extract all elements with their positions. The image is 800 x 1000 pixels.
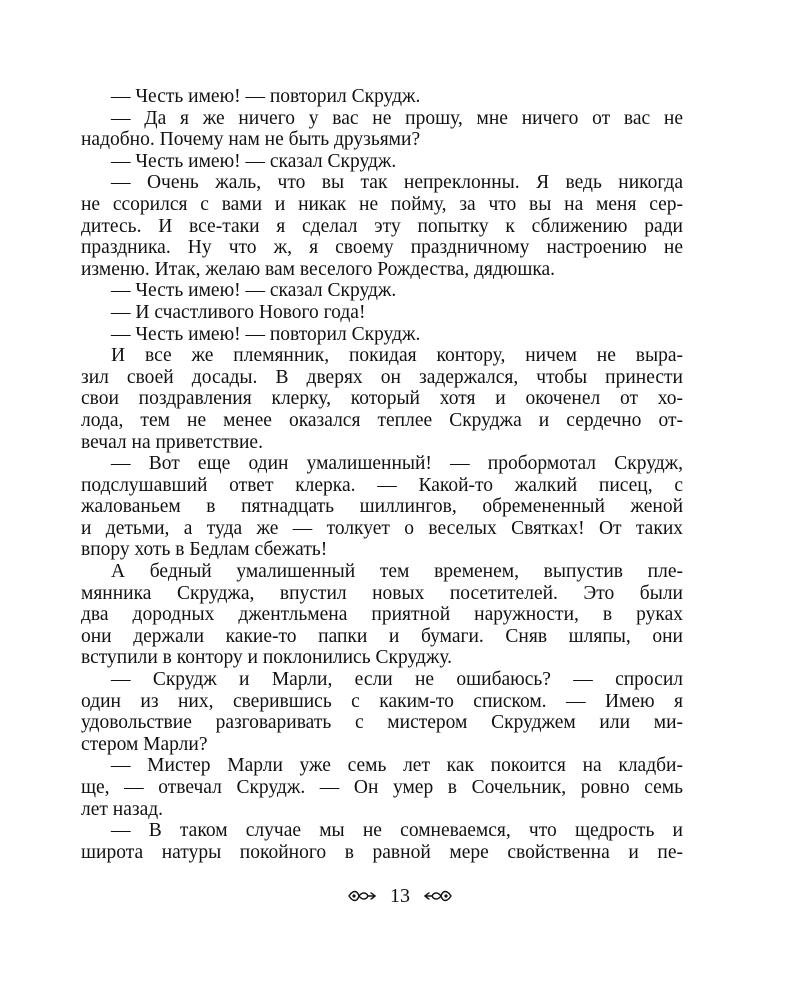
text-line: лет назад. bbox=[81, 798, 164, 820]
text-line: свои поздравления клерку, который хотя и окоченел от хо- bbox=[81, 388, 683, 410]
text-line: удовольствие разговаривать с мистером Скруджем или ми- bbox=[81, 712, 683, 734]
body-text bbox=[81, 86, 683, 863]
text-line: — Честь имею! — повторил Скрудж. bbox=[111, 86, 421, 107]
text-line: изменю. Итак, желаю вам веселого Рождества, дядюшка. bbox=[81, 258, 556, 280]
page-number: 13 bbox=[390, 885, 410, 907]
text-line: — Честь имею! — сказал Скрудж. bbox=[111, 150, 397, 172]
text-line: зил своей досады. В дверях он задержался, чтобы принести bbox=[81, 366, 683, 388]
text-line: праздника. Ну что ж, я своему праздничному настроению не bbox=[81, 237, 683, 259]
text-line: — Мистер Марли уже семь лет как покоится на кладби- bbox=[111, 755, 683, 777]
text-line: — В таком случае мы не сомневаемся, что щедрость и bbox=[111, 820, 683, 842]
text-line: И все же племянник, покидая контору, ничем не выра- bbox=[111, 345, 683, 367]
text-line: вступили в контору и поклонились Скруджу. bbox=[81, 647, 453, 669]
text-line: — Да я же ничего у вас не прошу, мне ничего от вас не bbox=[111, 107, 683, 129]
floral-ornament-icon bbox=[423, 888, 453, 904]
text-line: лода, тем не менее оказался теплее Скруджа и сердечно от- bbox=[81, 409, 683, 431]
text-line: — Скрудж и Марли, если не ошибаюсь? — спросил bbox=[111, 669, 683, 691]
text-line: дитесь. И все-таки я сделал эту попытку к сближению ради bbox=[81, 215, 683, 237]
text-line: и детьми, а туда же — толкует о веселых Святках! От таких bbox=[81, 517, 683, 539]
page-body bbox=[81, 86, 683, 863]
text-line: жалованьем в пятнадцать шиллингов, обремененный женой bbox=[81, 496, 683, 518]
text-line: они держали какие-то папки и бумаги. Сняв шляпы, они bbox=[81, 625, 683, 647]
text-line: не ссорился с вами и никак не пойму, за что вы на меня сер- bbox=[81, 193, 683, 215]
text-line: надобно. Почему нам не быть друзьями? bbox=[81, 129, 421, 151]
text-line: — И счастливого Нового года! bbox=[111, 301, 366, 323]
text-line: А бедный умалишенный тем временем, выпустив пле- bbox=[111, 561, 683, 583]
text-line: впору хоть в Бедлам сбежать! bbox=[81, 539, 328, 561]
text-line: ще, — отвечал Скрудж. — Он умер в Сочельник, ровно семь bbox=[81, 777, 683, 798]
text-line: — Честь имею! — повторил Скрудж. bbox=[111, 323, 421, 345]
text-line: — Вот еще один умалишенный! — пробормотал Скрудж, bbox=[111, 453, 683, 475]
text-line: — Очень жаль, что вы так непреклонны. Я ведь никогда bbox=[111, 172, 683, 194]
floral-ornament-icon bbox=[347, 888, 377, 904]
text-line: широта натуры покойного в равной мере свойственна и пе- bbox=[81, 841, 683, 863]
text-line: вечал на приветствие. bbox=[81, 431, 263, 453]
page-footer bbox=[0, 884, 800, 908]
text-line: один из них, сверившись с каким-то списком. — Имею я bbox=[81, 690, 683, 712]
text-line: мянника Скруджа, впустил новых посетителей. Это были bbox=[81, 582, 683, 604]
text-line: два дородных джентльмена приятной наружности, в руках bbox=[81, 604, 683, 626]
text-line: стером Марли? bbox=[81, 733, 208, 755]
text-line: — Честь имею! — сказал Скрудж. bbox=[111, 280, 397, 302]
text-line: подслушавший ответ клерка. — Какой-то жалкий писец, с bbox=[81, 474, 683, 496]
